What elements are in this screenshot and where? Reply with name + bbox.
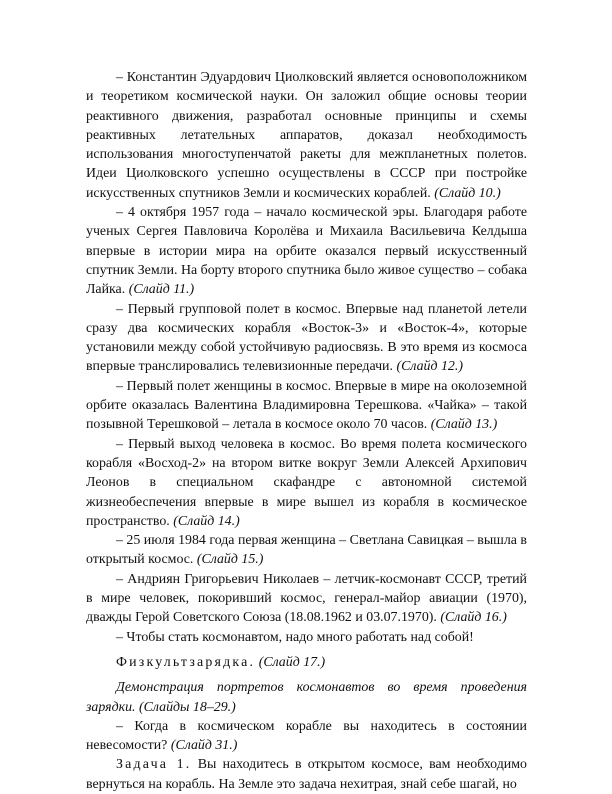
demo-instruction: Демонстрация портретов космонавтов во время проведения зарядки. (Слайды 18–29.) xyxy=(86,680,527,715)
slide-reference: (Слайд 13.) xyxy=(430,417,498,433)
slide-reference: (Слайд 16.) xyxy=(440,610,507,626)
slide-reference: (Слайд 31.) xyxy=(170,738,238,754)
paragraph-leonov: – Первый выход человека в космос. Во время полета космического корабля «Восход-2» на втором витке вокруг Земли Алексей Архипович Леонов в специальном скафандре с автономной системой жизнеобеспечения впервые в мире вышел из корабля в космическое пространство. (Слайд 14.) xyxy=(86,436,527,529)
slide-reference: (Слайд 11.) xyxy=(128,282,195,298)
paragraph-tsiolkovsky: – Константин Эдуардович Циолковский является основоположником и теоретиком космической науки. Он заложил общие основы теории реактивного движения, разработал основные принципы и схемы реактивных летательных аппаратов, доказал необходимость использования многоступенчатой ракеты для межпланетных полетов. Идеи Циолковского успешно осуществлены в СССР при постройке искусственных спутников Земли и космических кораблей. (Слайд 10.) xyxy=(86,70,527,201)
paragraph-nikolaev: – Андриян Григорьевич Николаев – летчик-космонавт СССР, третий в мире человек, покоривший космос, генерал-майор авиации (1970), дважды Герой Советского Союза (18.08.1962 и 03.07.1970). (Слайд 16.) xyxy=(86,571,527,626)
slide-reference: (Слайды 18–29.) xyxy=(139,699,236,715)
task-1: Задача 1. Вы находитесь в открытом космосе, вам необходимо вернуться на корабль. На Земле это задача нехитрая, знай себе шагай, но xyxy=(86,757,527,792)
slide-reference: (Слайд 17.) xyxy=(258,654,326,670)
slide-reference: (Слайд 12.) xyxy=(396,359,463,375)
slide-reference: (Слайд 10.) xyxy=(434,185,501,201)
slide-reference: (Слайд 15.) xyxy=(196,552,264,568)
slide-reference: (Слайд 14.) xyxy=(173,513,240,529)
document-body xyxy=(86,68,527,794)
paragraph-group-flight: – Первый групповой полет в космос. Впервые над планетой летели сразу два космических корабля «Восток-3» и «Восток-4», которые установили между собой устойчивую радиосвязь. В это время из космоса впервые транслировались телевизионные передачи. (Слайд 12.) xyxy=(86,301,527,375)
paragraph-first-satellite: – 4 октября 1957 года – начало космической эры. Благодаря работе ученых Сергея Павловича Королёва и Михаила Васильевича Келдыша впервые в истории мира на орбите оказался первый искусственный спутник Земли. На борту второго спутника было живое существо – собака Лайка. (Слайд 11.) xyxy=(86,205,527,298)
paragraph-savitskaya: – 25 июля 1984 года первая женщина – Светлана Савицкая – вышла в открытый космос. (Слайд 15.) xyxy=(86,533,527,568)
paragraph-conclusion: – Чтобы стать космонавтом, надо много работать над собой! xyxy=(116,629,474,645)
task-label: Задача 1. xyxy=(116,757,192,773)
exercise-heading: Физкультзарядка. (Слайд 17.) xyxy=(116,654,326,670)
question-weightlessness: – Когда в космическом корабле вы находитесь в состоянии невесомости? (Слайд 31.) xyxy=(86,718,527,754)
paragraph-tereshkova: – Первый полет женщины в космос. Впервые в мире на околоземной орбите оказалась Валентина Владимировна Терешкова. «Чайка» – такой позывной Терешковой – летала в космосе около 70 часов. (Слайд 13.) xyxy=(86,378,527,433)
